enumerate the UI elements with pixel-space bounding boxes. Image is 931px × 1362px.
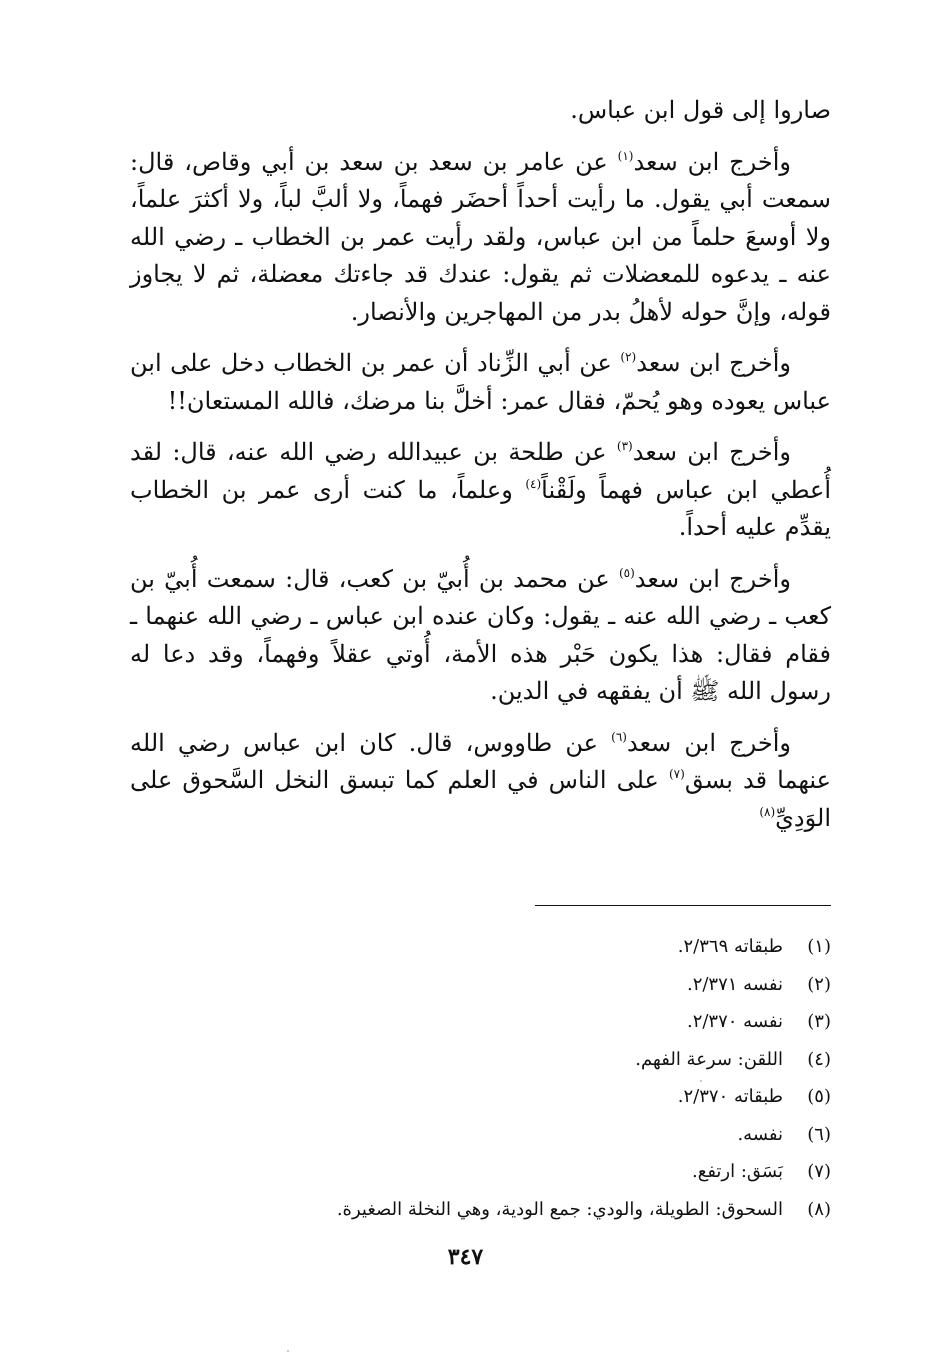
scan-speck [287, 1350, 289, 1352]
paragraph-text: صاروا إلى قول ابن عباس. [570, 96, 831, 124]
footnote-ref: (٨) [759, 804, 776, 819]
scan-speck [700, 1080, 702, 1082]
footnote-text: طبقاته ٢/٣٧٠. [677, 1086, 783, 1107]
paragraph-text: عن أبي الزِّناد أن عمر بن الخطاب دخل على ابن عباس يعوده وهو يُحمّ، فقال عمر: أخلَّ بنا مرضك، فالله المستعان!! [130, 349, 831, 415]
main-text [130, 92, 831, 837]
paragraph-lead: وأخرج ابن سعد [633, 147, 791, 176]
footnote-item [231, 1191, 831, 1229]
paragraph-4 [130, 561, 831, 711]
footnote-item [231, 1003, 831, 1041]
footnote-text: طبقاته ٢/٣٦٩. [677, 936, 783, 957]
paragraph-text: عن عامر بن سعد بن سعد بن أبي وقاص، قال: سمعت أبي يقول. ما رأيت أحداً أحضَر فهماً، ولا ألبَّ لباً، ولا أكثرَ علماً، ولا أوسعَ حلماً من ابن عباس، ولقد رأيت عمر بن الخطاب ـ رضي الله عنه ـ يدعوه للمعضلات ثم يقول: عندك قد جاءتك معضلة، ثم لا يجاوز قوله، وإنَّ حوله لأهلُ بدر من المهاجرين والأنصار. [130, 147, 831, 326]
footnote-text: نفسه. [737, 1123, 783, 1145]
paragraph-5 [130, 725, 831, 838]
footnote-text: اللقن: سرعة الفهم. [635, 1048, 783, 1070]
footnote-text: نفسه ٢/٣٧٠. [686, 1011, 783, 1032]
footnote-text: بَسَق: ارتفع. [692, 1161, 783, 1182]
paragraph-text: عن طاووس، قال. كان ابن عباس رضي الله عنهما قد بسق [130, 728, 831, 794]
footnote-number: (٥) [807, 1086, 831, 1107]
footnotes [231, 928, 831, 1228]
footnote-ref: (٢) [620, 350, 637, 364]
footnote-number: (٨) [807, 1198, 831, 1220]
paragraph-2 [130, 345, 831, 420]
paragraph-lead: وأخرج ابن سعد [636, 349, 791, 377]
paragraph-3 [130, 434, 831, 547]
footnote-number: (٤) [807, 1048, 831, 1070]
footnote-ref: (٣) [616, 439, 633, 453]
footnote-ref: (٥) [618, 565, 635, 580]
footnote-item [231, 1116, 831, 1154]
page-number: ٣٤٧ [447, 1244, 484, 1270]
paragraph-text: وعلماً، ما كنت أرى عمر بن الخطاب يقدِّم عليه أحداً. [130, 475, 831, 541]
paragraph-text: عن طلحة بن عبيدالله رضي الله عنه، قال: لقد أُعطي ابن عباس فهماً ولَقْناً [130, 438, 831, 504]
footnote-number: (٦) [807, 1123, 831, 1145]
footnote-ref: (١) [617, 148, 634, 163]
footnote-number: (١) [807, 936, 831, 957]
footnote-ref: (٤) [525, 476, 542, 491]
paragraph-text: عن محمد بن أُبيّ بن كعب، قال: سمعت أُبيّ بن كعب ـ رضي الله عنه ـ يقول: وكان عنده ابن عباس ـ رضي الله عنهما ـ فقام فقال: هذا يكون حَبْر هذه الأمة، أُوتي عقلاً وفهماً، وقد دعا له رسول الله ﷺ أن يفقهه في الدين. [130, 564, 831, 705]
paragraph-text: على الناس في العلم كما تبسق النخل السَّحوق على الوَدِيِّ [130, 766, 831, 832]
footnote-item [231, 1041, 831, 1079]
footnote-item [231, 928, 831, 966]
paragraph-lead: وأخرج ابن سعد [632, 438, 791, 466]
footnote-number: (٣) [807, 1011, 831, 1032]
paragraph-continuation [130, 92, 831, 130]
footnote-text: نفسه ٢/٣٧١. [686, 973, 783, 995]
footnote-item [231, 966, 831, 1004]
footnote-ref: (٦) [611, 729, 627, 744]
footnote-text: السحوق: الطويلة، والودي: جمع الودية، وهي النخلة الصغيرة. [336, 1198, 783, 1220]
footnote-item [231, 1078, 831, 1116]
footnote-item [231, 1153, 831, 1191]
footnote-ref: (٧) [668, 767, 685, 781]
paragraph-1 [130, 144, 831, 332]
footnote-number: (٢) [807, 973, 831, 995]
paragraph-lead: وأخرج ابن سعد [634, 564, 791, 593]
footnote-divider [535, 905, 831, 906]
paragraph-lead: وأخرج ابن سعد [626, 728, 791, 757]
footnote-number: (٧) [807, 1161, 831, 1182]
